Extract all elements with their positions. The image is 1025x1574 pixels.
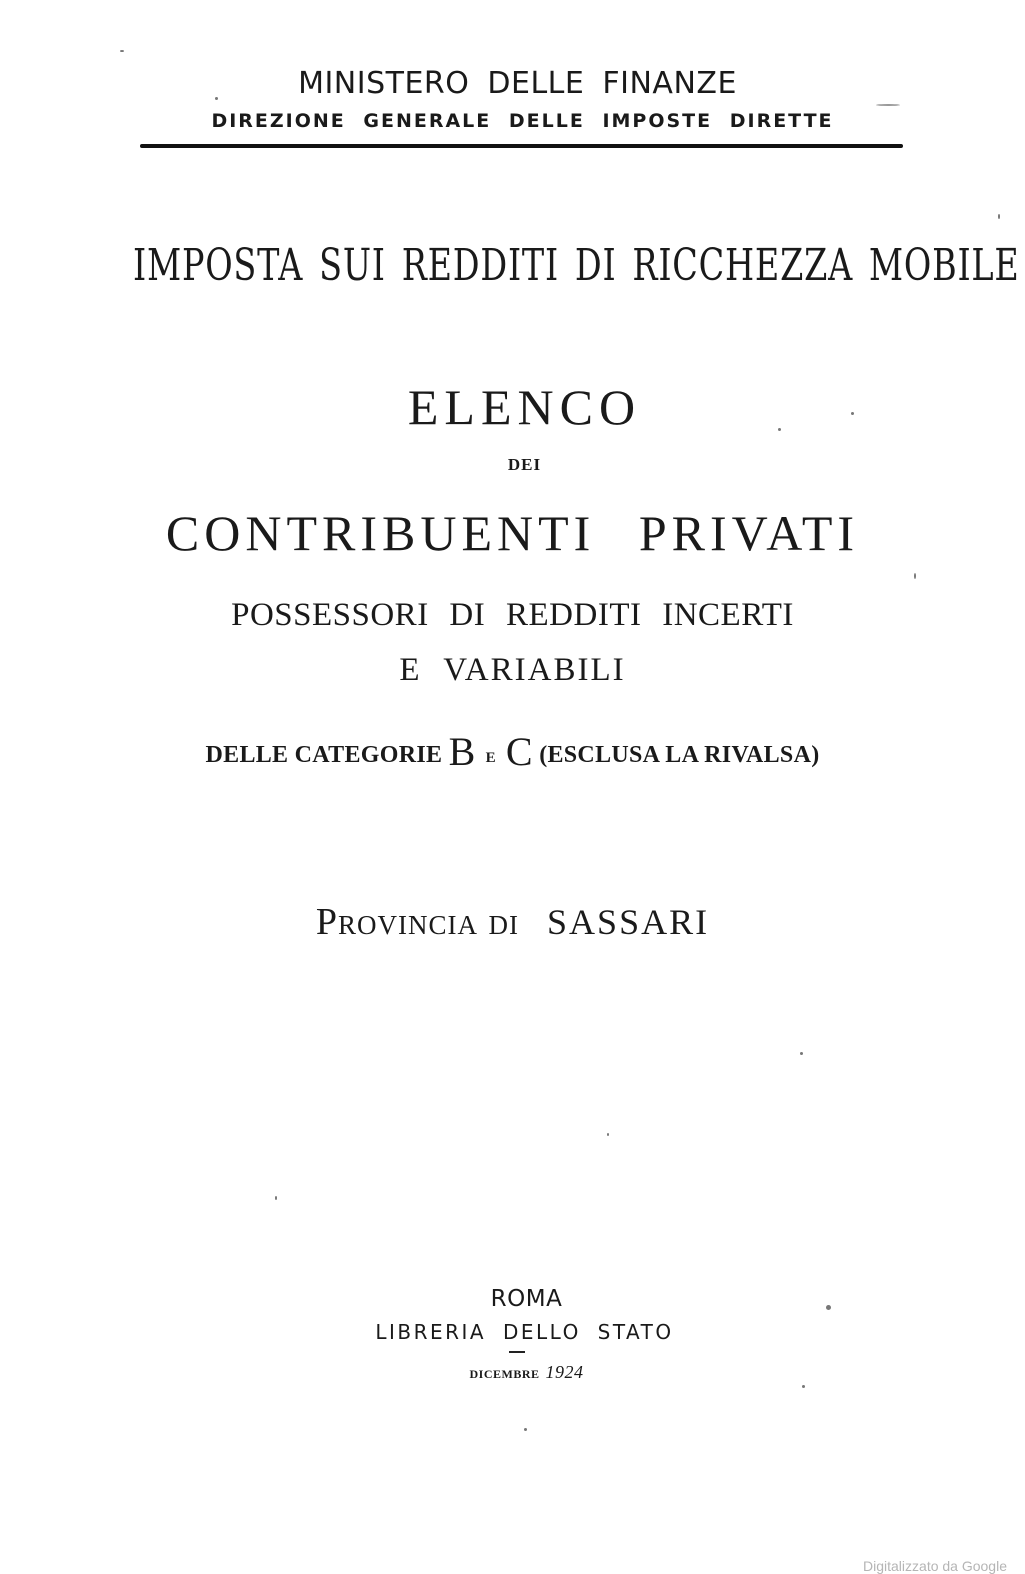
imprint-city: ROMA	[490, 1286, 563, 1312]
scan-speck	[851, 412, 854, 415]
scan-speck	[998, 214, 1000, 219]
scan-speck	[802, 1385, 805, 1388]
scan-speck	[120, 50, 124, 52]
scan-speck	[275, 1196, 277, 1200]
imprint-month: DICEMBRE	[469, 1367, 540, 1381]
province-name: SASSARI	[547, 902, 710, 942]
variabili-line: E VARIABILI	[399, 652, 626, 688]
tax-title: IMPOSTA SUI REDDITI DI RICCHEZZA MOBILE	[133, 240, 1020, 291]
header-rule	[140, 144, 903, 148]
scan-speck	[800, 1052, 803, 1055]
categories-prefix: DELLE CATEGORIE	[205, 742, 443, 768]
scan-speck	[826, 1305, 831, 1310]
imprint-publisher: LIBRERIA DELLO STATO	[375, 1320, 674, 1344]
digitization-watermark: Digitalizzato da Google	[863, 1558, 1007, 1574]
possessori-line: POSSESSORI DI REDDITI INCERTI	[231, 597, 794, 633]
category-conjunction: E	[485, 750, 496, 766]
scan-speck	[524, 1428, 527, 1431]
categories-line	[0, 728, 1025, 775]
scan-speck	[215, 97, 218, 100]
contribuenti-title: CONTRIBUENTI PRIVATI	[165, 505, 860, 561]
imprint-dash	[509, 1351, 525, 1353]
dei-word: DEI	[507, 455, 542, 474]
scan-speck	[607, 1133, 609, 1136]
scan-speck	[778, 428, 781, 431]
category-b: B	[448, 729, 476, 774]
direction-heading: DIREZIONE GENERALE DELLE IMPOSTE DIRETTE	[211, 110, 834, 132]
province-line	[0, 900, 1025, 944]
scan-speck	[876, 104, 900, 106]
imprint-date	[14, 1362, 1025, 1383]
scan-speck	[914, 573, 916, 579]
province-label: Provincia di	[315, 901, 520, 943]
elenco-title: ELENCO	[407, 379, 642, 435]
category-c: C	[505, 729, 533, 774]
categories-suffix: (ESCLUSA LA RIVALSA)	[539, 742, 820, 768]
ministry-heading: MINISTERO DELLE FINANZE	[298, 66, 737, 101]
imprint-year: 1924	[545, 1362, 584, 1382]
